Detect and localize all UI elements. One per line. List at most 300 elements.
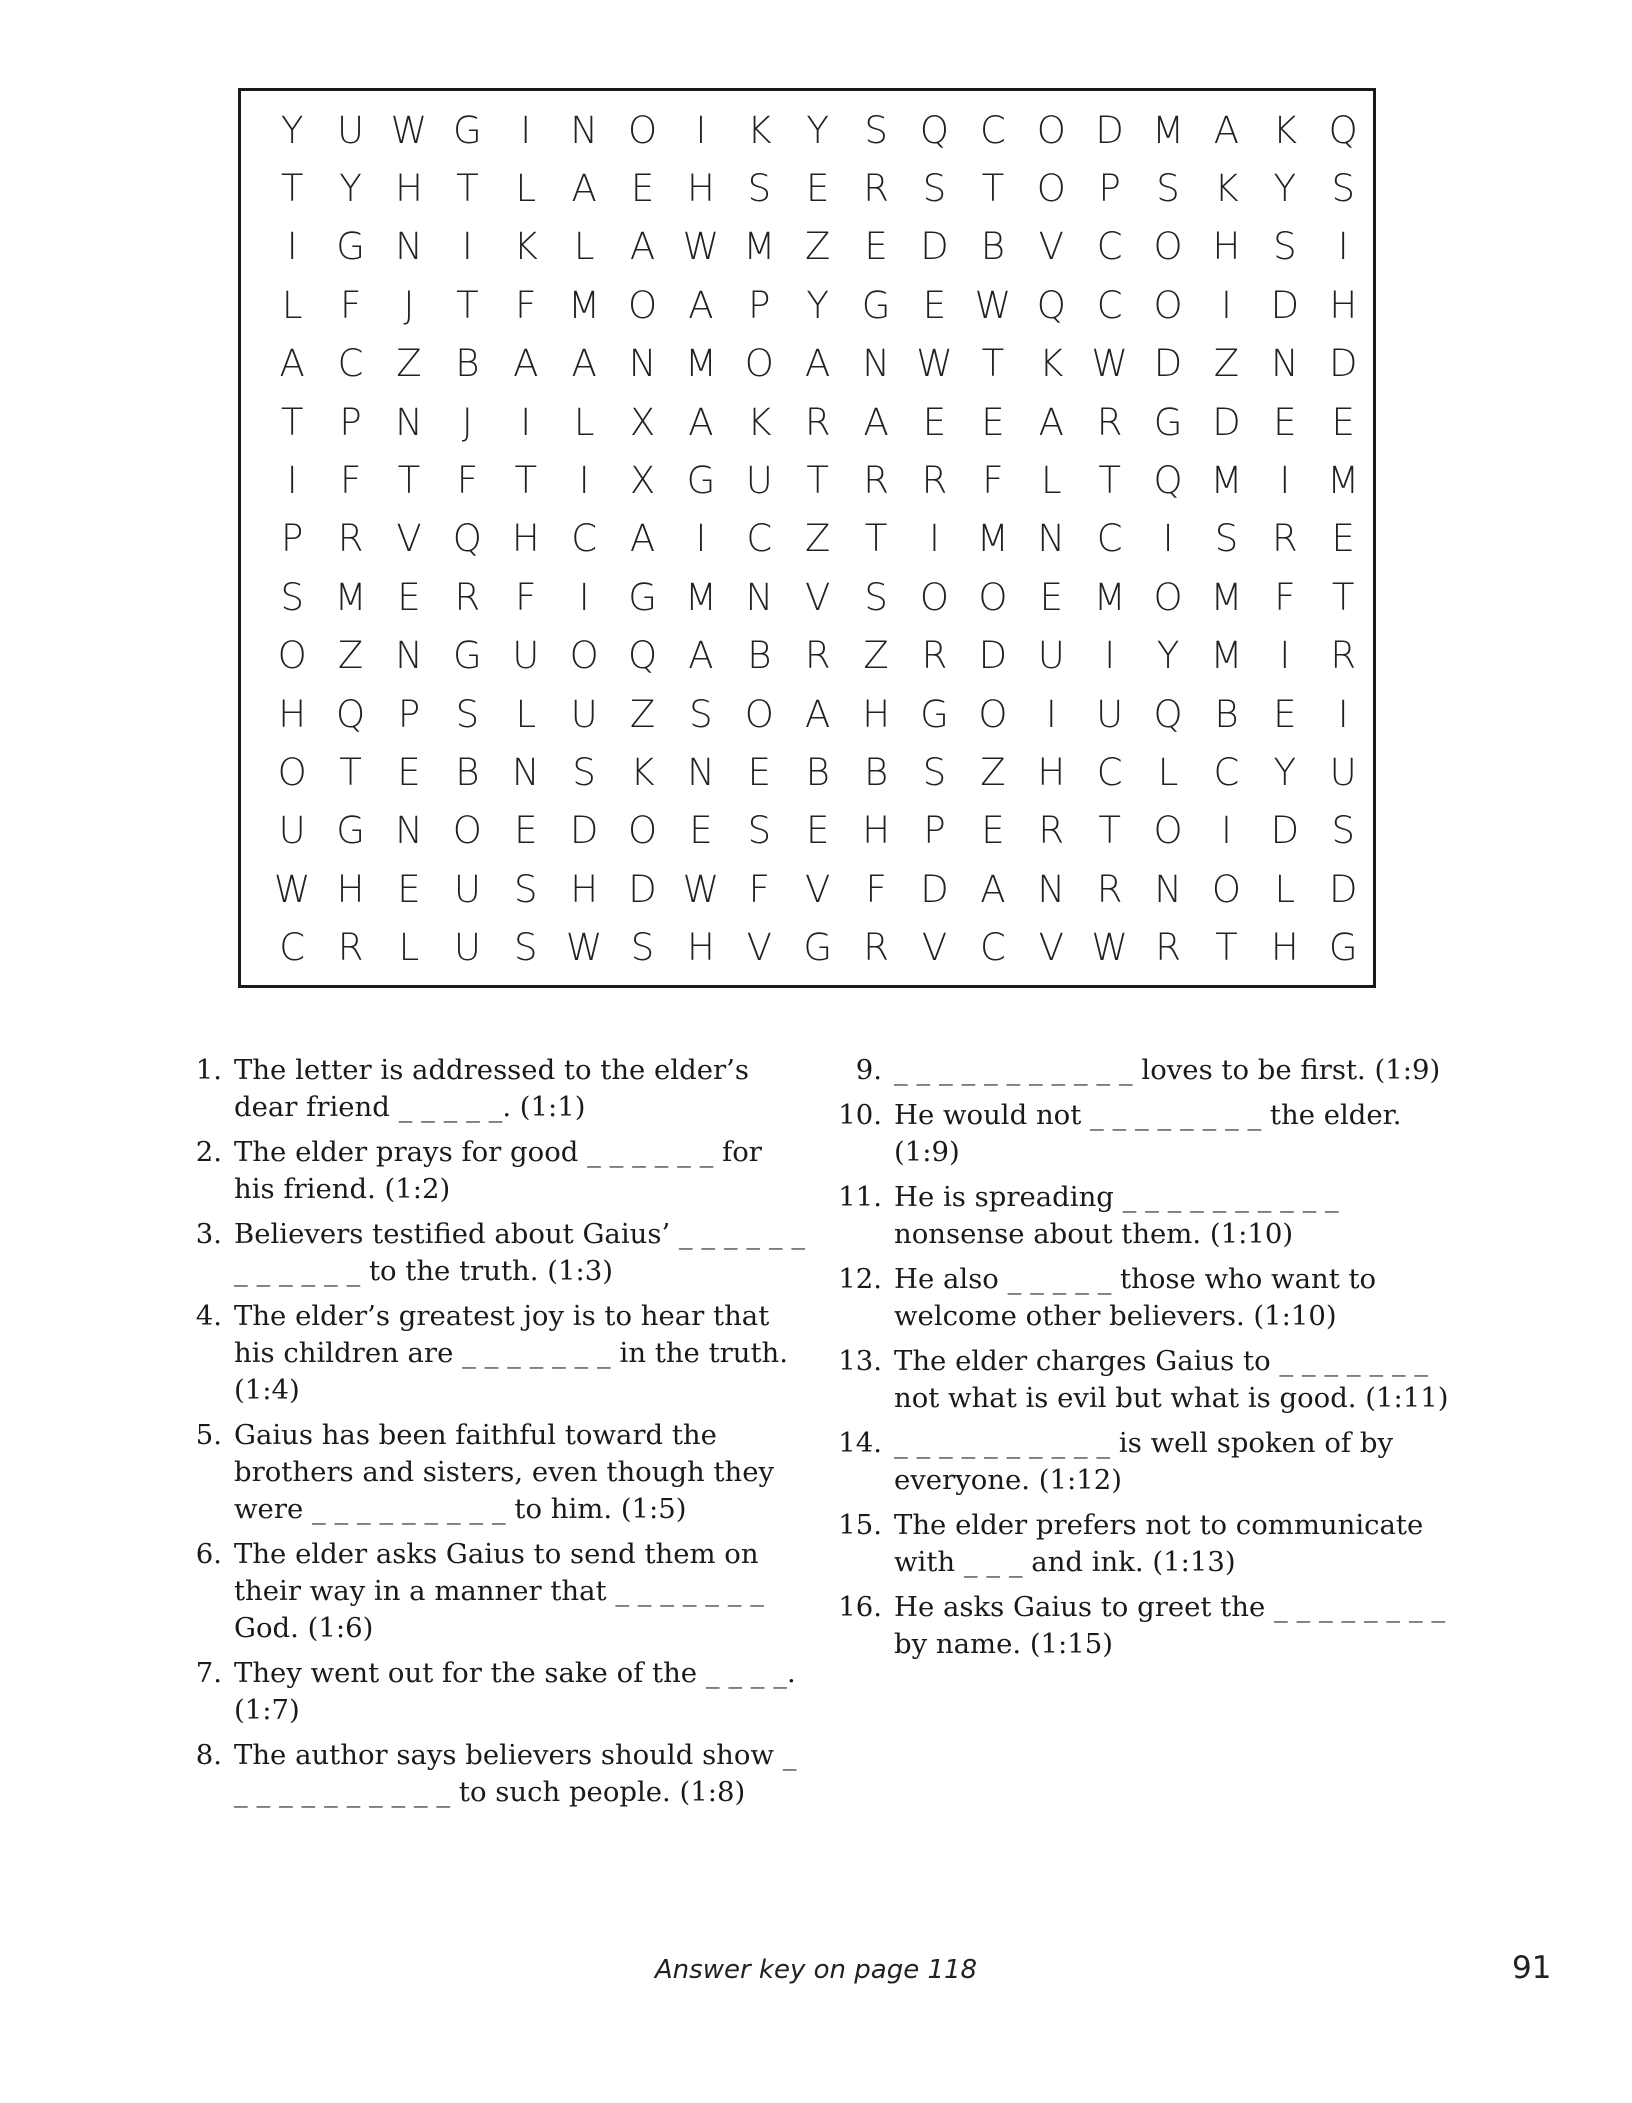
grid-letter: Q (627, 634, 658, 678)
grid-letter: T (456, 167, 479, 211)
grid-letter: Y (280, 108, 304, 152)
grid-letter: K (513, 225, 538, 269)
grid-letter: I (1220, 283, 1232, 327)
grid-letter: E (397, 750, 421, 794)
clue-item (168, 1134, 808, 1208)
grid-letter: A (571, 167, 597, 211)
grid-letter: F (339, 283, 362, 327)
grid-letter: S (689, 692, 713, 736)
grid-letter: P (1098, 167, 1121, 211)
grid-letter: R (454, 575, 481, 619)
grid-letter: C (1213, 750, 1240, 794)
grid-letter: E (864, 225, 888, 269)
grid-letter: E (1039, 575, 1063, 619)
grid-letter: N (745, 575, 774, 619)
grid-letter: N (395, 809, 423, 853)
grid-letter: U (570, 692, 598, 736)
grid-letter: T (280, 167, 304, 211)
grid-letter: E (1273, 692, 1297, 736)
grid-letter: A (571, 342, 597, 386)
grid-letter: I (520, 108, 532, 152)
grid-letter: W (273, 867, 311, 911)
grid-letter: I (695, 108, 707, 152)
grid-letter: R (1155, 926, 1181, 970)
clue-number: 6. (195, 1538, 222, 1570)
clue-number: 1. (195, 1054, 222, 1086)
grid-letter: V (746, 926, 772, 970)
clue-number: 12. (838, 1263, 882, 1295)
grid-letter: R (1330, 634, 1357, 678)
grid-letter: R (337, 926, 364, 970)
grid-letter: S (747, 809, 772, 853)
grid-letter: G (686, 459, 716, 503)
grid-letter: F (515, 575, 537, 619)
grid-letter: P (397, 692, 421, 736)
clue-number: 16. (838, 1591, 882, 1623)
grid-letter: V (805, 867, 831, 911)
clue-text: _ _ _ _ _ _ _ _ _ _ _ loves to be first. (1:9) (894, 1054, 1441, 1086)
grid-letter: T (339, 750, 362, 794)
grid-letter: W (565, 926, 603, 970)
clue-list-right (828, 1052, 1468, 1671)
grid-letter: L (1040, 459, 1062, 503)
grid-letter: H (570, 867, 599, 911)
grid-letter: H (1212, 225, 1241, 269)
grid-letter: E (922, 283, 947, 327)
grid-letter: D (978, 634, 1008, 678)
grid-letter: U (453, 926, 481, 970)
grid-letter: E (922, 400, 947, 444)
grid-letter: E (397, 575, 421, 619)
clue-number: 13. (838, 1345, 882, 1377)
grid-letter: O (1211, 867, 1241, 911)
clue-item (828, 1097, 1468, 1171)
grid-letter: Y (806, 283, 830, 327)
clue-item (168, 1417, 808, 1528)
grid-letter: N (395, 634, 423, 678)
clue-text: He asks Gaius to greet the _ _ _ _ _ _ _ _ by name. (1:15) (894, 1591, 1446, 1660)
grid-letter: F (982, 459, 1004, 503)
grid-letter: H (687, 167, 715, 211)
grid-letter: Z (337, 634, 364, 678)
grid-letter: C (337, 342, 364, 386)
grid-letter: Q (1036, 283, 1066, 327)
grid-letter: U (512, 634, 540, 678)
grid-letter: L (515, 167, 537, 211)
clue-item (828, 1261, 1468, 1335)
clue-number: 7. (195, 1657, 222, 1689)
grid-letter: E (806, 809, 830, 853)
grid-letter: N (687, 750, 715, 794)
grid-letter: I (929, 517, 940, 561)
clue-item (828, 1507, 1468, 1581)
grid-letter: V (1038, 225, 1064, 269)
grid-letter: H (336, 867, 365, 911)
grid-letter: D (1153, 342, 1183, 386)
grid-letter: I (1337, 225, 1349, 269)
grid-letter: Z (396, 342, 422, 386)
grid-letter: Y (1273, 167, 1297, 211)
grid-letter: E (397, 867, 421, 911)
grid-letter: F (865, 867, 887, 911)
clue-text: The elder charges Gaius to _ _ _ _ _ _ _ not what is evil but what is good. (1:11) (894, 1345, 1449, 1414)
grid-letter: O (919, 575, 950, 619)
grid-letter: G (453, 108, 482, 152)
grid-letter: K (1214, 167, 1239, 211)
grid-letter: S (864, 575, 888, 619)
grid-letter: S (514, 867, 538, 911)
grid-letter: W (916, 342, 953, 386)
clue-number: 2. (195, 1136, 222, 1168)
grid-letter: K (747, 400, 772, 444)
grid-letter: V (805, 575, 831, 619)
grid-letter: T (1331, 575, 1355, 619)
grid-letter: U (1096, 692, 1124, 736)
clue-text: He also _ _ _ _ _ those who want to welcome other believers. (1:10) (894, 1263, 1377, 1332)
grid-letter: X (629, 459, 656, 503)
grid-letter: M (1152, 108, 1185, 152)
clue-item (168, 1052, 808, 1126)
grid-letter: L (1157, 750, 1179, 794)
grid-letter: D (920, 225, 949, 269)
grid-letter: P (923, 809, 946, 853)
grid-letter: C (1096, 517, 1123, 561)
grid-letter: S (864, 108, 888, 152)
grid-letter: O (1036, 108, 1066, 152)
grid-letter: I (286, 225, 298, 269)
grid-letter: S (1273, 225, 1297, 269)
grid-letter: E (806, 167, 830, 211)
grid-letter: B (805, 750, 830, 794)
clue-list-left (168, 1052, 808, 1819)
grid-letter: T (514, 459, 538, 503)
grid-letter: O (277, 750, 307, 794)
grid-letter: S (280, 575, 304, 619)
grid-letter: N (1270, 342, 1299, 386)
grid-letter: H (278, 692, 307, 736)
grid-letter: M (1210, 575, 1243, 619)
grid-letter: I (520, 400, 532, 444)
grid-letter: Z (805, 225, 831, 269)
grid-letter: E (689, 809, 713, 853)
clue-item (828, 1179, 1468, 1253)
grid-letter: O (1153, 809, 1183, 853)
grid-letter: C (979, 926, 1006, 970)
grid-letter: O (1036, 167, 1066, 211)
grid-letter: M (1210, 459, 1243, 503)
grid-letter: E (981, 400, 1005, 444)
grid-letter: Z (805, 517, 831, 561)
grid-letter: K (1272, 108, 1297, 152)
grid-letter: C (1096, 750, 1123, 794)
grid-letter: M (1210, 634, 1243, 678)
grid-letter: U (278, 809, 306, 853)
grid-letter: Q (452, 517, 482, 561)
grid-letter: T (981, 167, 1005, 211)
grid-letter: S (747, 167, 772, 211)
grid-letter: H (511, 517, 540, 561)
grid-letter: H (1037, 750, 1066, 794)
grid-letter: E (630, 167, 655, 211)
grid-letter: S (630, 926, 655, 970)
grid-letter: G (336, 809, 365, 853)
grid-letter: L (1274, 867, 1296, 911)
grid-letter: C (746, 517, 773, 561)
grid-letter: R (1096, 867, 1123, 911)
grid-letter: R (337, 517, 364, 561)
grid-letter: L (573, 400, 595, 444)
grid-letter: R (921, 459, 948, 503)
grid-letter: A (688, 283, 714, 327)
grid-letter: I (286, 459, 298, 503)
grid-letter: Q (1153, 459, 1183, 503)
grid-letter: R (863, 167, 889, 211)
grid-letter: M (743, 225, 776, 269)
clue-item (168, 1298, 808, 1409)
grid-letter: B (980, 225, 1005, 269)
grid-letter: O (1153, 225, 1183, 269)
grid-letter: A (805, 692, 831, 736)
grid-letter: A (805, 342, 831, 386)
clue-item (168, 1655, 808, 1729)
clue-number: 9. (855, 1054, 882, 1086)
grid-letter: O (627, 283, 658, 327)
grid-letter: Z (980, 750, 1006, 794)
grid-letter: O (627, 108, 658, 152)
grid-letter: G (1328, 926, 1358, 970)
grid-letter: K (747, 108, 772, 152)
grid-letter: I (1220, 809, 1232, 853)
grid-letter: M (684, 575, 717, 619)
grid-letter: C (979, 108, 1006, 152)
grid-letter: G (336, 225, 365, 269)
grid-letter: Q (919, 108, 950, 152)
grid-letter: S (514, 926, 538, 970)
clue-number: 14. (838, 1427, 882, 1459)
grid-letter: O (744, 342, 774, 386)
grid-letter: I (578, 459, 590, 503)
grid-letter: S (1331, 167, 1355, 211)
grid-letter: M (684, 342, 717, 386)
grid-letter: H (687, 926, 715, 970)
grid-letter: Y (1273, 750, 1297, 794)
letter-grid (263, 101, 1372, 977)
grid-letter: A (1213, 108, 1240, 152)
grid-letter: I (461, 225, 473, 269)
clue-text: The elder’s greatest joy is to hear that his children are _ _ _ _ _ _ _ in the truth. (1:4) (234, 1300, 788, 1406)
grid-letter: W (1091, 926, 1128, 970)
grid-letter: R (863, 926, 889, 970)
grid-letter: L (515, 692, 537, 736)
grid-letter: S (1214, 517, 1239, 561)
grid-letter: G (803, 926, 833, 970)
clue-number: 15. (838, 1509, 882, 1541)
grid-letter: K (1039, 342, 1064, 386)
clue-text: The letter is addressed to the elder’s dear friend _ _ _ _ _. (1:1) (234, 1054, 749, 1123)
grid-letter: Z (629, 692, 656, 736)
grid-letter: V (921, 926, 948, 970)
grid-letter: F (515, 283, 537, 327)
grid-letter: J (461, 400, 473, 444)
grid-letter: A (688, 634, 714, 678)
clue-number: 8. (195, 1739, 222, 1771)
grid-letter: G (920, 692, 949, 736)
grid-letter: W (682, 225, 720, 269)
grid-letter: T (1215, 926, 1238, 970)
grid-letter: F (456, 459, 479, 503)
grid-letter: I (1279, 634, 1291, 678)
clue-text: Believers testified about Gaius’ _ _ _ _ _ _ _ _ _ _ _ _ to the truth. (1:3) (234, 1218, 806, 1287)
grid-letter: A (513, 342, 539, 386)
grid-letter: Q (1328, 108, 1358, 152)
grid-letter: R (1038, 809, 1065, 853)
grid-letter: K (630, 750, 655, 794)
grid-letter: E (514, 809, 538, 853)
clue-item (828, 1425, 1468, 1499)
grid-letter: S (922, 750, 947, 794)
grid-letter: I (1045, 692, 1057, 736)
grid-letter: I (1337, 692, 1349, 736)
grid-letter: D (1328, 342, 1358, 386)
grid-letter: M (1093, 575, 1126, 619)
answer-key-note: Answer key on page 118 (654, 1955, 978, 1985)
grid-letter: Q (1153, 692, 1183, 736)
grid-letter: T (397, 459, 421, 503)
grid-letter: R (863, 459, 889, 503)
grid-letter: T (1098, 809, 1121, 853)
grid-letter: L (281, 283, 303, 327)
grid-letter: E (747, 750, 772, 794)
grid-letter: U (337, 108, 365, 152)
grid-letter: O (627, 809, 658, 853)
grid-letter: H (862, 809, 891, 853)
grid-letter: E (1273, 400, 1297, 444)
grid-letter: X (629, 400, 656, 444)
grid-letter: W (390, 108, 428, 152)
grid-letter: T (806, 459, 830, 503)
grid-letter: O (978, 692, 1008, 736)
grid-letter: G (861, 283, 891, 327)
grid-letter: O (1153, 575, 1183, 619)
grid-letter: M (334, 575, 367, 619)
clue-text: Gaius has been faithful toward the brothers and sisters, even though they were _ _ _ _ _ _ _ _ _ to him. (1:5) (234, 1419, 775, 1525)
grid-letter: O (744, 692, 774, 736)
clue-text: The elder prefers not to communicate with _ _ _ and ink. (1:13) (894, 1509, 1424, 1578)
grid-letter: A (629, 517, 656, 561)
grid-letter: C (279, 926, 306, 970)
grid-letter: T (280, 400, 304, 444)
grid-letter: U (1037, 634, 1065, 678)
clue-item (168, 1536, 808, 1647)
clue-item (168, 1737, 808, 1811)
grid-letter: Z (1213, 342, 1240, 386)
grid-letter: A (980, 867, 1006, 911)
grid-letter: T (981, 342, 1005, 386)
grid-letter: B (455, 342, 480, 386)
grid-letter: E (1331, 517, 1355, 561)
grid-letter: I (578, 575, 590, 619)
grid-letter: S (922, 167, 947, 211)
grid-letter: A (863, 400, 889, 444)
grid-letter: J (403, 283, 415, 327)
grid-letter: O (569, 634, 599, 678)
grid-letter: D (1270, 809, 1300, 853)
clue-text: The elder prays for good _ _ _ _ _ _ for his friend. (1:2) (234, 1136, 762, 1205)
grid-letter: I (695, 517, 707, 561)
grid-letter: U (1329, 750, 1357, 794)
grid-letter: S (1156, 167, 1180, 211)
grid-letter: H (395, 167, 423, 211)
grid-letter: S (572, 750, 596, 794)
clue-item (828, 1052, 1468, 1089)
grid-letter: I (1162, 517, 1174, 561)
grid-letter: Y (1156, 634, 1180, 678)
grid-letter: E (1331, 400, 1355, 444)
grid-letter: D (1212, 400, 1241, 444)
grid-letter: C (1096, 225, 1123, 269)
grid-letter: B (863, 750, 889, 794)
grid-letter: M (976, 517, 1009, 561)
grid-letter: W (1091, 342, 1128, 386)
grid-letter: D (1328, 867, 1358, 911)
grid-letter: R (804, 634, 831, 678)
clue-text: The author says believers should show _ _ _ _ _ _ _ _ _ _ _ to such people. (1:8) (234, 1739, 797, 1808)
grid-letter: H (1270, 926, 1299, 970)
grid-letter: W (682, 867, 720, 911)
grid-letter: Z (863, 634, 889, 678)
grid-letter: P (281, 517, 304, 561)
clue-item (828, 1589, 1468, 1663)
word-search-grid (238, 88, 1376, 988)
grid-letter: S (455, 692, 480, 736)
grid-letter: D (569, 809, 599, 853)
clue-text: He is spreading _ _ _ _ _ _ _ _ _ _ nonsense about them. (1:10) (894, 1181, 1339, 1250)
clue-text: The elder asks Gaius to send them on their way in a manner that _ _ _ _ _ _ _ God. (1:6) (234, 1538, 765, 1644)
grid-letter: V (1038, 926, 1064, 970)
grid-letter: L (398, 926, 420, 970)
grid-letter: D (1270, 283, 1300, 327)
grid-letter: A (1038, 400, 1064, 444)
grid-letter: Y (339, 167, 362, 211)
grid-letter: D (1095, 108, 1124, 152)
grid-letter: B (455, 750, 480, 794)
grid-letter: O (277, 634, 307, 678)
grid-letter: A (688, 400, 714, 444)
grid-letter: V (396, 517, 422, 561)
grid-letter: C (1096, 283, 1123, 327)
grid-letter: E (981, 809, 1005, 853)
grid-letter: G (1153, 400, 1183, 444)
grid-letter: T (456, 283, 479, 327)
grid-letter: B (1214, 692, 1239, 736)
grid-letter: R (921, 634, 948, 678)
grid-letter: I (1104, 634, 1116, 678)
grid-letter: A (629, 225, 656, 269)
grid-letter: O (1153, 283, 1183, 327)
grid-letter: G (628, 575, 657, 619)
clue-text: _ _ _ _ _ _ _ _ _ _ is well spoken of by everyone. (1:12) (894, 1427, 1393, 1496)
grid-letter: N (570, 108, 598, 152)
page-number: 91 (1512, 1950, 1552, 1986)
grid-letter: F (1274, 575, 1296, 619)
grid-letter: F (339, 459, 362, 503)
clue-text: He would not _ _ _ _ _ _ _ _ the elder. (1:9) (894, 1099, 1402, 1168)
grid-letter: I (1279, 459, 1291, 503)
grid-letter: O (978, 575, 1008, 619)
grid-letter: L (573, 225, 595, 269)
grid-letter: S (1331, 809, 1355, 853)
grid-letter: H (862, 692, 891, 736)
